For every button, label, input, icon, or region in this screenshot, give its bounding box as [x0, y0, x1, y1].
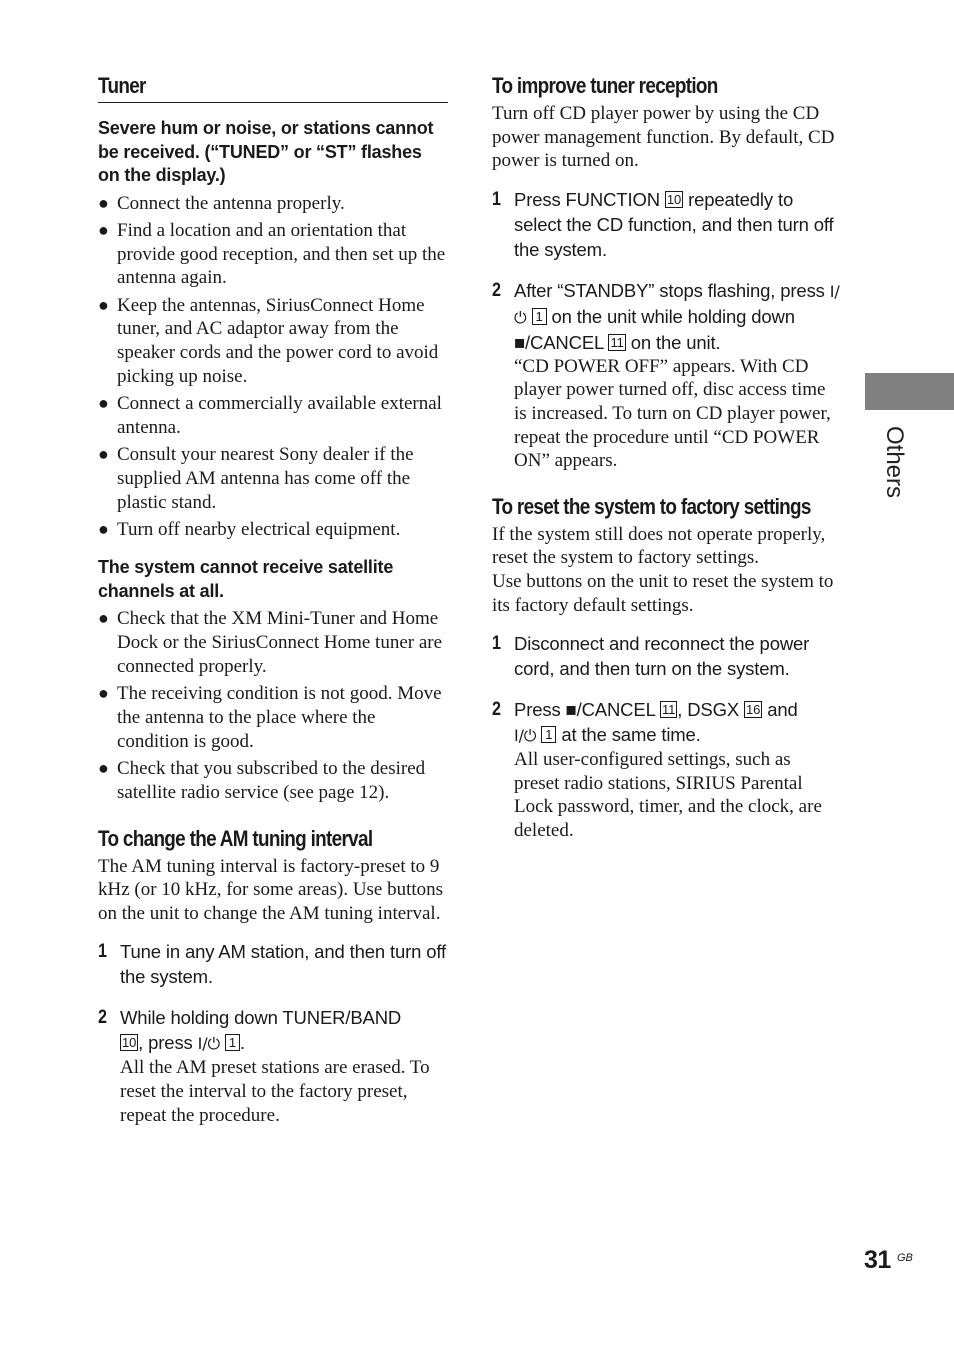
- list-item: [98, 757, 448, 805]
- button-ref-badge: 1: [541, 726, 556, 743]
- list-item-text: Check that you subscribed to the desired satellite radio service (see page 12).: [117, 757, 426, 803]
- list-item-text: Consult your nearest Sony dealer if the supplied AM antenna has come off the plastic stand.: [117, 444, 414, 514]
- page-region-code: GB: [897, 1252, 913, 1264]
- section-tab-text: Others: [881, 425, 908, 499]
- power-icon: I/⏻: [514, 281, 840, 327]
- problem-heading-noise: Severe hum or noise, or stations cannot be received. (“TUNED” or “ST” flashes on the display.): [98, 118, 434, 185]
- list-item: [98, 607, 448, 678]
- instruction-text: Press: [514, 699, 561, 721]
- bullet-icon: ●: [98, 519, 109, 540]
- instruction-text: at the same time.: [561, 724, 701, 746]
- list-item-text: Check that the XM Mini-Tuner and Home Dock or the SiriusConnect Home tuner are connected properly.: [117, 608, 443, 677]
- step-instruction: [120, 1005, 448, 1056]
- instruction-text: /CANCEL: [576, 699, 656, 721]
- am-step-1: [98, 939, 448, 989]
- step-number: 2: [492, 279, 501, 301]
- bullet-icon: ●: [98, 393, 109, 414]
- step-result: All user-configured settings, such as preset radio stations, SIRIUS Parental Lock password, timer, and the clock, are deleted.: [514, 749, 822, 841]
- improve-step-1: [492, 187, 840, 262]
- factory-reset-intro-1: If the system still does not operate properly, reset the system to factory settings.: [492, 523, 826, 569]
- noise-solutions-list: [98, 192, 448, 543]
- bullet-icon: ●: [98, 444, 109, 465]
- list-item: [98, 443, 448, 514]
- step-instruction: [514, 187, 840, 262]
- stop-icon: ■: [565, 699, 577, 721]
- instruction-text: , DSGX: [677, 699, 740, 721]
- instruction-text: repeatedly to select the CD function, and then turn off the system.: [514, 188, 834, 260]
- tuner-section-header: [98, 70, 448, 103]
- instruction-text: After “STANDBY” stops flashing, press: [514, 279, 825, 301]
- list-item-text: Find a location and an orientation that provide good reception, and then set up the antenna again.: [117, 219, 446, 289]
- list-item: [98, 682, 448, 753]
- bullet-icon: ●: [98, 757, 109, 778]
- step-instruction: Disconnect and reconnect the power cord, and then turn on the system.: [514, 633, 810, 680]
- step-number: 1: [98, 941, 107, 963]
- section-tab-marker: [865, 373, 954, 410]
- right-column: [492, 70, 840, 843]
- instruction-text: on the unit.: [630, 331, 721, 353]
- instruction-text: .: [239, 1032, 245, 1054]
- button-ref-badge: 10: [666, 191, 682, 207]
- button-ref-badge: 1: [532, 308, 547, 325]
- instruction-text: While holding down TUNER/BAND: [120, 1007, 402, 1029]
- button-ref-badge: 11: [662, 702, 676, 718]
- satellite-solutions-list: [98, 607, 448, 804]
- list-item-text: Connect the antenna properly.: [117, 192, 345, 214]
- step-number: 1: [492, 188, 501, 210]
- instruction-text: /CANCEL: [525, 331, 604, 353]
- list-item: [98, 518, 448, 542]
- improve-reception-intro: Turn off CD player power by using the CD power management function. By default, CD power is turned on.: [492, 103, 835, 172]
- button-ref-badge: 10: [122, 1035, 137, 1051]
- step-result: “CD POWER OFF” appears. With CD player power turned off, disc access time is increased. To turn on CD player power, repeat the procedure until “CD POWER ON” appears.: [514, 355, 831, 472]
- button-ref-badge: 1: [225, 1034, 240, 1051]
- stop-icon: ■: [514, 331, 526, 353]
- improve-step-2: [492, 278, 840, 473]
- list-item: [98, 219, 448, 290]
- am-interval-title: To change the AM tuning interval: [98, 825, 373, 851]
- section-tab-label: [879, 412, 909, 502]
- problem-heading-satellite: The system cannot receive satellite channels at all.: [98, 557, 394, 601]
- instruction-text: and: [767, 699, 798, 721]
- list-item: [98, 294, 448, 389]
- list-item-text: Keep the antennas, SiriusConnect Home tuner, and AC adaptor away from the speaker cords and the power cord to avoid picking up noise.: [117, 294, 439, 388]
- list-item-text: Connect a commercially available external antenna.: [117, 393, 442, 439]
- reset-step-1: [492, 631, 840, 681]
- step-instruction: [514, 697, 840, 748]
- tuner-title: Tuner: [98, 73, 146, 98]
- button-ref-badge: 11: [610, 334, 624, 350]
- factory-reset-title: To reset the system to factory settings: [492, 493, 811, 519]
- bullet-icon: ●: [98, 219, 109, 240]
- bullet-icon: ●: [98, 683, 109, 704]
- button-ref-badge: 16: [746, 702, 761, 718]
- list-item-text: Turn off nearby electrical equipment.: [117, 519, 401, 541]
- bullet-icon: ●: [98, 294, 109, 315]
- reset-step-2: [492, 697, 840, 842]
- page-number: 31: [864, 1246, 891, 1274]
- list-item: [98, 392, 448, 440]
- am-interval-intro: The AM tuning interval is factory-preset to 9 kHz (or 10 kHz, for some areas). Use buttons on the unit to change the AM tuning interval.: [98, 855, 444, 924]
- bullet-icon: ●: [98, 608, 109, 629]
- step-instruction: [514, 278, 840, 355]
- list-item: [98, 192, 448, 216]
- step-instruction: Tune in any AM station, and then turn off the system.: [120, 941, 447, 988]
- instruction-text: on the unit while holding down: [551, 305, 795, 327]
- list-item-text: The receiving condition is not good. Move the antenna to the place where the condition is good.: [117, 683, 442, 752]
- step-number: 2: [492, 699, 501, 721]
- instruction-text: , press: [138, 1032, 193, 1054]
- instruction-text: Press FUNCTION: [514, 188, 660, 210]
- bullet-icon: ●: [98, 192, 109, 213]
- power-icon: I/⏻: [197, 1034, 220, 1054]
- step-result: All the AM preset stations are erased. To reset the interval to the factory preset, repeat the procedure.: [120, 1057, 430, 1126]
- improve-reception-title: To improve tuner reception: [492, 73, 718, 98]
- left-column: [98, 70, 448, 1127]
- factory-reset-intro-2: Use buttons on the unit to reset the system to its factory default settings.: [492, 570, 834, 616]
- step-number: 1: [492, 633, 501, 655]
- am-step-2: [98, 1005, 448, 1127]
- step-number: 2: [98, 1007, 107, 1029]
- power-icon: I/⏻: [514, 726, 537, 746]
